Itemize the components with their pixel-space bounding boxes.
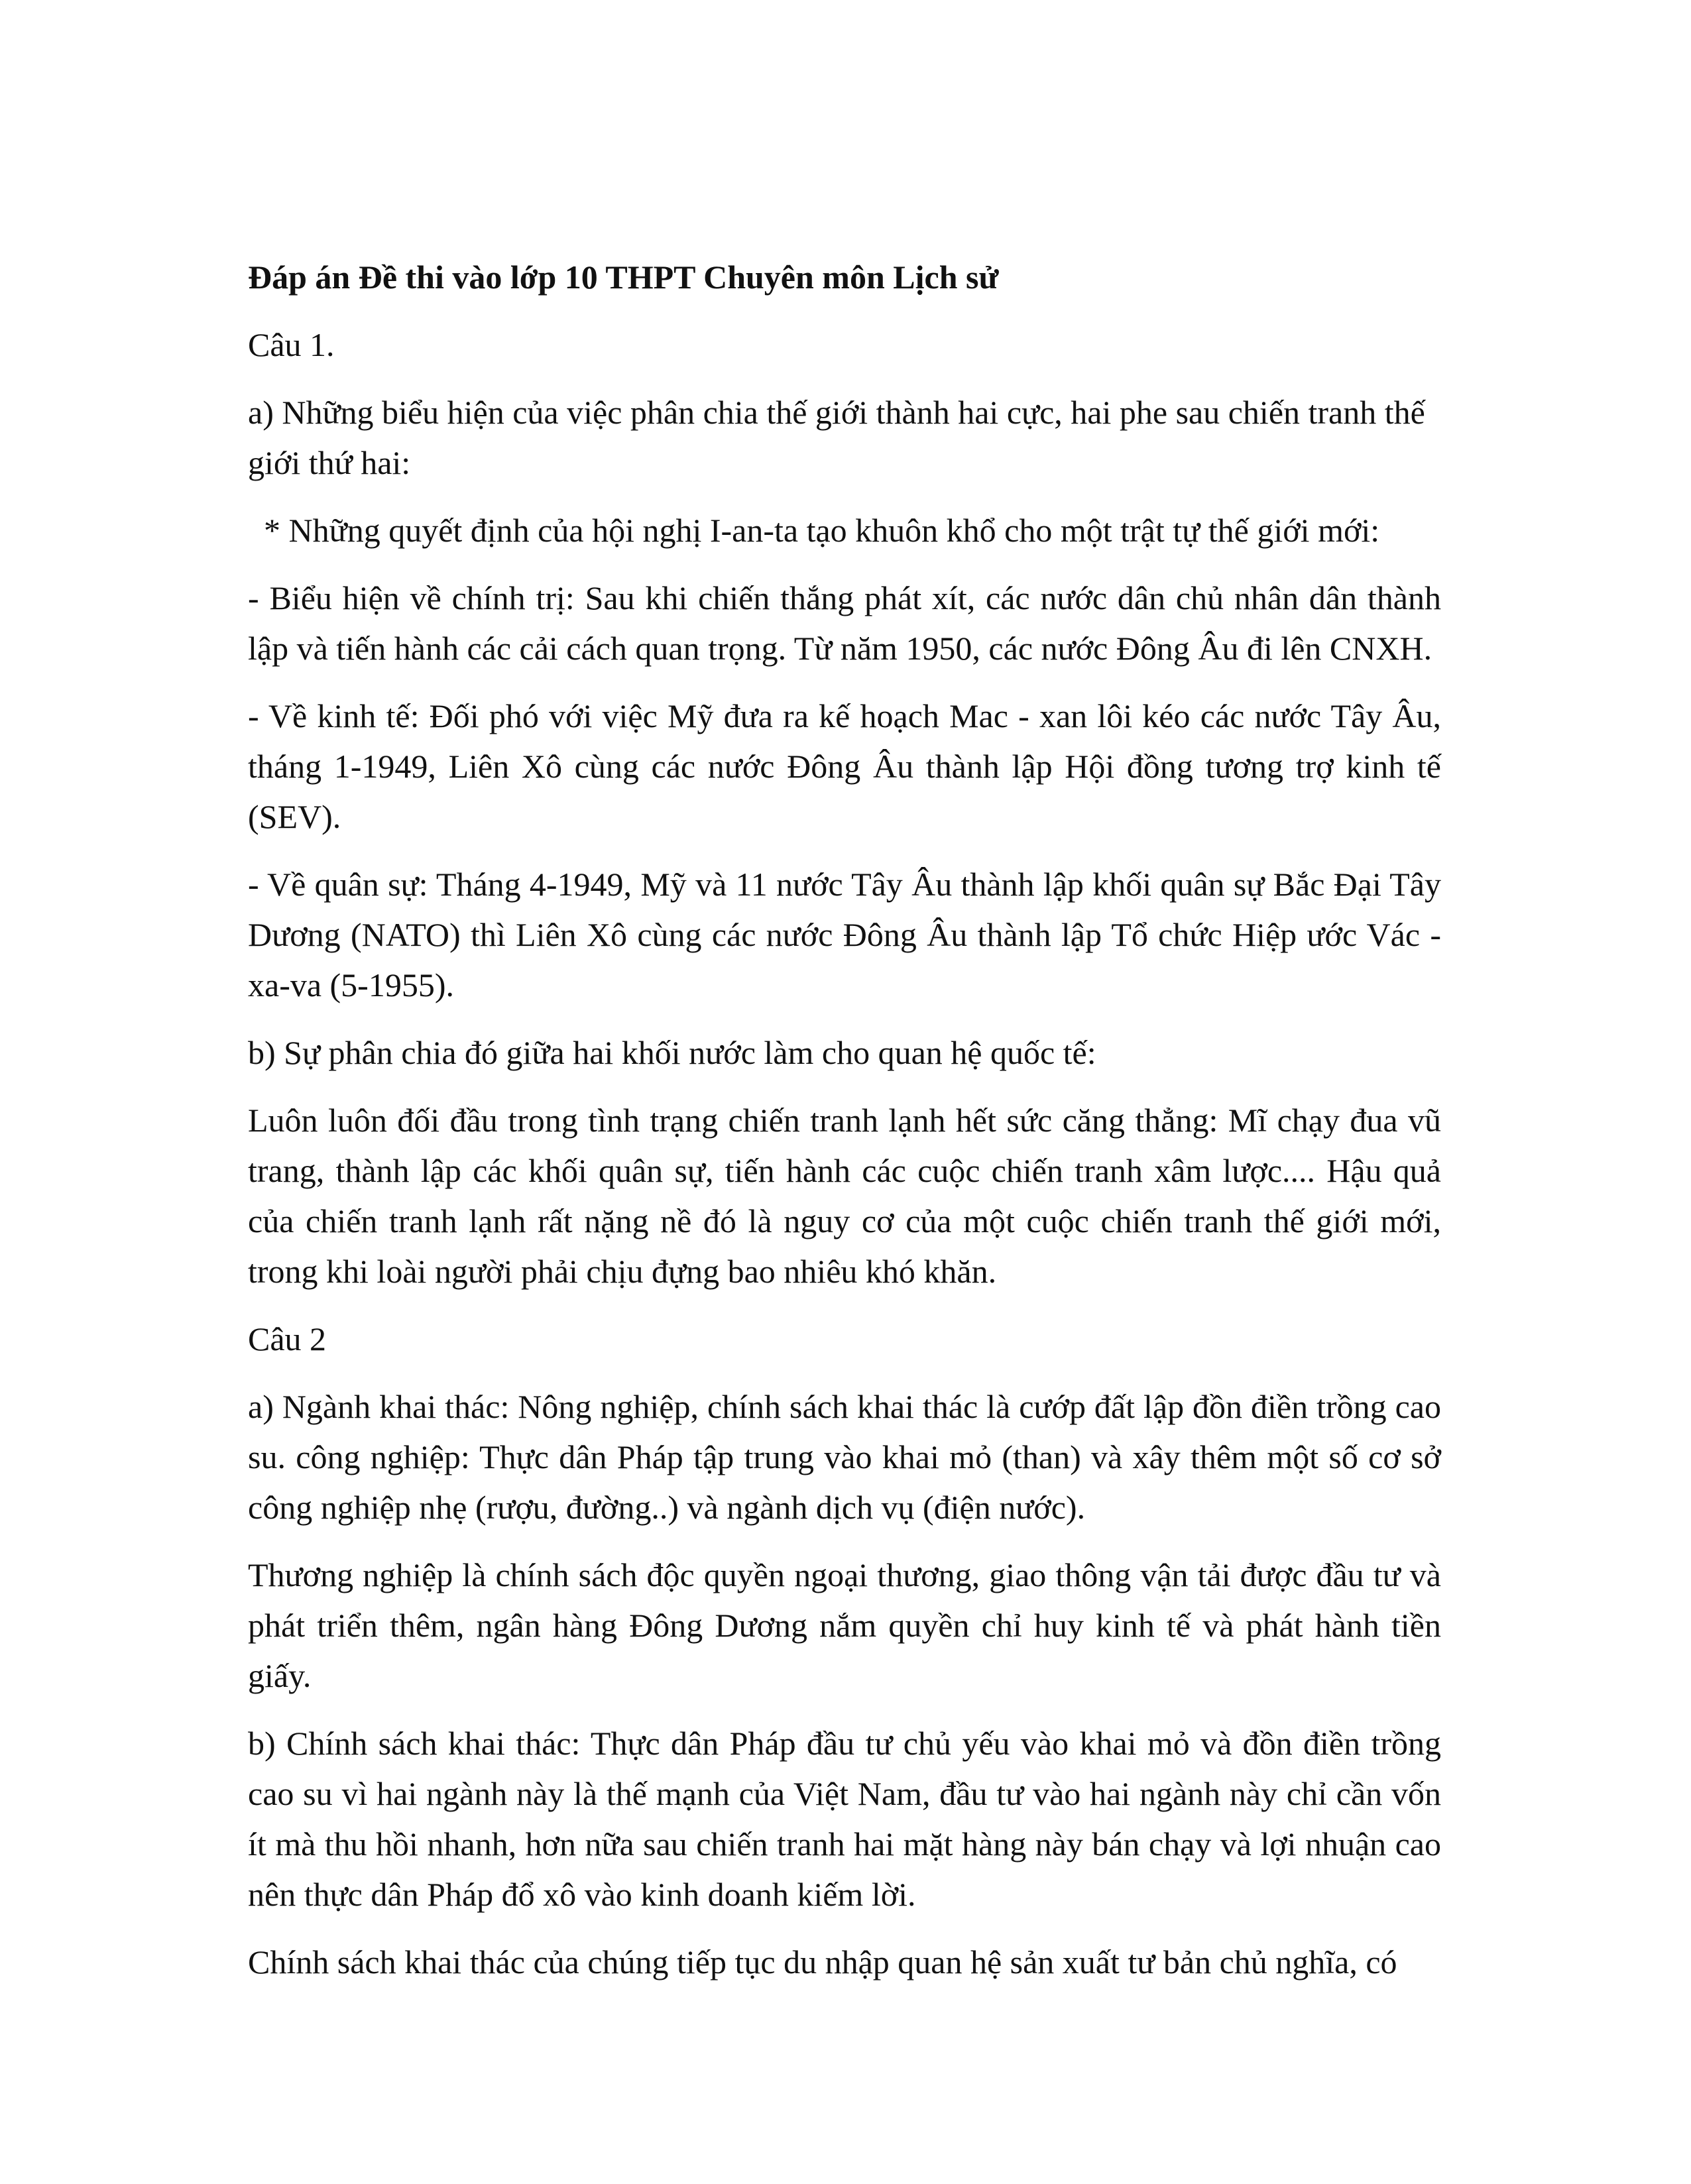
paragraph: b) Chính sách khai thác: Thực dân Pháp đầu tư chủ yếu vào khai mỏ và đồn điền trồng cao su vì hai ngành này là thế mạnh của Việt Nam, đầu tư vào hai ngành này chỉ cần vốn ít mà thu hồi nhanh, hơn nữa sau chiến tranh hai mặt hàng này bán chạy và lợi nhuận cao nên thực dân Pháp đổ xô vào kinh doanh kiếm lời. — [248, 1725, 1441, 1913]
paragraph: b) Sự phân chia đó giữa hai khối nước làm cho quan hệ quốc tế: — [248, 1034, 1096, 1071]
document-page — [248, 252, 1441, 2004]
question-1-heading: Câu 1. — [248, 326, 335, 363]
document-title: Đáp án Đề thi vào lớp 10 THPT Chuyên môn Lịch sử — [248, 259, 999, 296]
paragraph: Luôn luôn đối đầu trong tình trạng chiến tranh lạnh hết sức căng thẳng: Mĩ chạy đua vũ trang, thành lập các khối quân sự, tiến hành các cuộc chiến tranh xâm lược.... Hậu quả của chiến tranh lạnh rất nặng nề đó là nguy cơ của một cuộc chiến tranh thế giới mới, trong khi loài người phải chịu đựng bao nhiêu khó khăn. — [248, 1102, 1441, 1290]
paragraph: - Về kinh tế: Đối phó với việc Mỹ đưa ra kế hoạch Mac - xan lôi kéo các nước Tây Âu, tháng 1-1949, Liên Xô cùng các nước Đông Âu thành lập Hội đồng tương trợ kinh tế (SEV). — [248, 697, 1441, 835]
paragraph: * Những quyết định của hội nghị I-an-ta tạo khuôn khổ cho một trật tự thế giới mới: — [264, 512, 1380, 549]
question-2-heading: Câu 2 — [248, 1320, 327, 1357]
paragraph: a) Ngành khai thác: Nông nghiệp, chính sách khai thác là cướp đất lập đồn điền trồng cao su. công nghiệp: Thực dân Pháp tập trung vào khai mỏ (than) và xây thêm một số cơ sở công nghiệp nhẹ (rượu, đường..) và ngành dịch vụ (điện nước). — [248, 1388, 1441, 1526]
paragraph: Chính sách khai thác của chúng tiếp tục du nhập quan hệ sản xuất tư bản chủ nghĩa, có — [248, 1943, 1397, 1981]
paragraph: Thương nghiệp là chính sách độc quyền ngoại thương, giao thông vận tải được đầu tư và phát triển thêm, ngân hàng Đông Dương nắm quyền chỉ huy kinh tế và phát hành tiền giấy. — [248, 1556, 1441, 1694]
paragraph: a) Những biểu hiện của việc phân chia thế giới thành hai cực, hai phe sau chiến tranh thế giới thứ hai: — [248, 394, 1425, 481]
paragraph: - Biểu hiện về chính trị: Sau khi chiến thắng phát xít, các nước dân chủ nhân dân thành lập và tiến hành các cải cách quan trọng. Từ năm 1950, các nước Đông Âu đi lên CNXH. — [248, 579, 1441, 667]
paragraph: - Về quân sự: Tháng 4-1949, Mỹ và 11 nước Tây Âu thành lập khối quân sự Bắc Đại Tây Dương (NATO) thì Liên Xô cùng các nước Đông Âu thành lập Tổ chức Hiệp ước Vác -xa-va (5-1955). — [248, 866, 1441, 1004]
